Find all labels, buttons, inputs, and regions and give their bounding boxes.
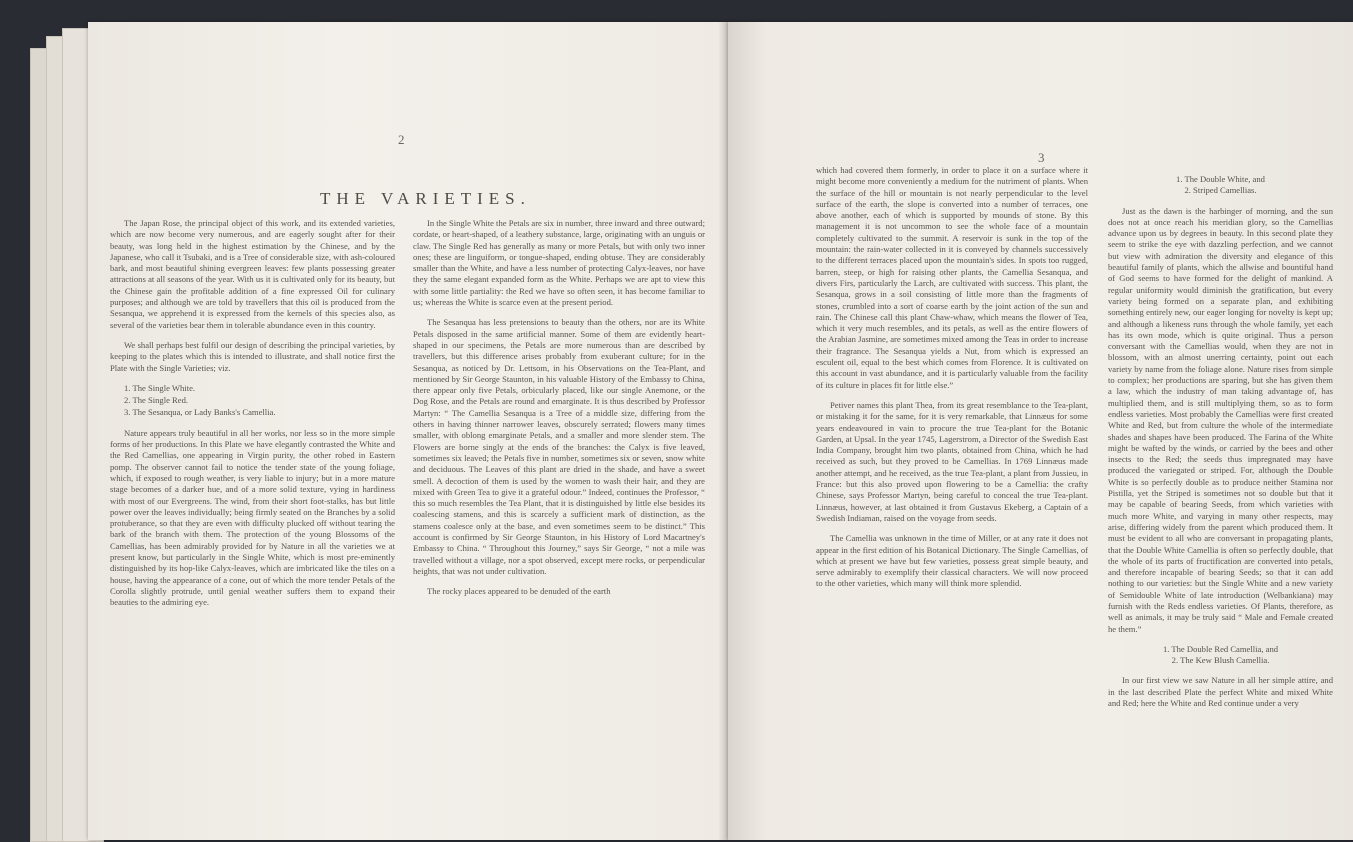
section-heading: 2. Striped Camellias. [1184, 185, 1257, 196]
text-column-2 [1108, 174, 1333, 718]
list-item: 1. The Single White. [124, 382, 196, 393]
paragraph: Nature appears truly beautiful in all her works, nor less so in the more simple forms of her productions. In this Plate we have elegantly contrasted the White and the Red Camellias, one appearing in Virgin purity, the other robed in Eastern pomp. The observer cannot fail to notice the tender state of the young foliage, which, if exposed to rough weather, is very liable to injury; but in a more mature stage becomes of a darker hue, and of a more solid texture, vying in hardiness with most of our Evergreens. The wind, from their short foot-stalks, has but little power over the leaves individually; being firmly seated on the Branches by a solid protuberance, so that they are even with difficulty plucked off without tearing the bark of the branch with them. The protection of the young Blossoms of the Camellias, has been admirably provided for by Nature in all the varieties we at present know, but particularly in the Single White, which is most pre-eminently distinguished by its hop-like Calyx-leaves, which are imbricated like the tiles on a house, having the appearance of a cone, out of which the more tender Petals of the Corolla slightly protrude, until genial weather suffers them to expand their beauties to the admiring eye. [110, 427, 395, 608]
paragraph: Just as the dawn is the harbinger of morning, and the sun does not at once reach his meridian glory, so the Camellias advance upon us by degrees in beauty. In this second plate they seem to strike the eye with dazzling perfection, and we cannot but view with admiration the diversity and elegance of this beautiful family of plants, which the allwise and bountiful hand of God seems to have formed for the delight of mankind. A regular uniformity would diminish the gratification, but every variety being formed on a separate plan, and exhibiting something entirely new, our eager longing for novelty is kept up; and although a likeness runs through the whole family, yet each has its own mode, which is quite original. Thus a person conversant with the Camellias would, when they are not in blossom, with an almost unerring certainty, point out each variety by name from the foliage alone. Nature rises from simple to complex; her productions are sparing, but she has given them a law, which the industry of man taking advantage of, has multiplied them, and is still multiplying them, so as to form endless varieties. Most probably the Camellias were first created White and Red, but from culture the whole of the intermediate shades and shapes have been produced. The Farina of the White might be wafted by the winds, or carried by the bees and other insects to the Red; the seeds thus impregnated may have produced the variegated or striped. For, although the Double White is so perfectly double as to produce neither Stamina nor Pistilla, yet the Striped is sometimes not so double but that it may be capable of bearing Seeds, from which varieties with much more White, and varying in many other respects, may arise, differing widely from the parent which produced them. It must be evident to all who are conversant in propagating plants, that the Double White Camellia is often so perfectly double, that the whole of its parts of fructification are converted into petals, and therefore incapable of bearing Seeds; so that it can add nothing to our varieties: but the Single White and a new variety of Semidouble White of late introduction (Welbankiana) may furnish with the Reds endless varieties. Of Plants, therefore, as well as animals, it may be truly said “ Male and Female created he them.” [1108, 205, 1333, 634]
paragraph: which had covered them formerly, in order to place it on a surface where it might become more conveniently a medium for the nutriment of plants. When the surface of the hill or mountain is not nearly perpendicular to the level surface of the earth, the slope is converted into a number of terraces, one above another, each of which is supported by mounds of stone. By this management it is not uncommon to see the whole face of a mountain completely cultivated to the summit. A reservoir is sunk in the top of the mountain: the rain-water collected in it is conveyed by channels successively to the different terraces placed upon the mountain's sides. In spots too rugged, barren, steep, or high for raising other plants, the Camellia Sesanqua, and divers Firs, particularly the Larch, are cultivated with success. This plant, the Sesanqua, grows in a soil consisting of little more than the fragments of stones, crumbled into a sort of coarse earth by the joint action of the sun and rain. The Chinese call this plant Chaw-whaw, which means the flower of Tea, which it very much resembles, and its petals, as well as the entire flowers of the Arabian Jasmine, are sometimes mixed among the Teas in order to increase their fragrance. The Sesanqua yields a Nut, from which is expressed an esculent oil, equal to the best which comes from Florence. It is cultivated on this account in vast abundance, and it is particularly valuable from the facility of its culture in places fit for little else.” [816, 165, 1088, 390]
right-page [728, 22, 1353, 840]
section-heading: 2. The Kew Blush Camellia. [1171, 655, 1270, 666]
paragraph: The Japan Rose, the principal object of this work, and its extended varieties, which are now become very numerous, and are eagerly sought after for their beauty, was long held in the highest estimation by the Chinese, and by the Japanese, who call it Tsubaki, and is a Tree of considerable size, with ash-coloured bark, and most beautiful shining evergreen leaves: few plants possessing greater attractions at all seasons of the year. With us it is cultivated only for its beauty, but the Chinese gain the profitable addition of a fine expressed Oil for culinary purposes; and although we are told by travellers that this oil is produced from the Sesanqua, we apprehend it is expressed from the kernels of this species also, as several of the varieties bear them in tolerable abundance even in this country. [110, 218, 395, 330]
paragraph: In the Single White the Petals are six in number, three inward and three outward; cordate, or heart-shaped, of a leathery substance, large, originating with an unguis or claw. The Single Red has generally as many or more Petals, but with only two inner ones; these are linguiform, or tongue-shaped, ending obtuse. They are considerably smaller than the White, and have a less number of protecting Calyx-leaves, nor have they the same elegant expanded form as the White. Perhaps we are apt to view this with some little partiality: the Red we have so often seen, it has become familiar to us; whereas the White is scarce even at the present period. [413, 218, 705, 308]
page-title: THE VARIETIES. [320, 189, 531, 208]
section-heading: 1. The Double White, and [1176, 174, 1265, 184]
paragraph: Petiver names this plant Thea, from its great resemblance to the Tea-plant, or mistaking it for the same, for it is very remarkable, that Linnæus for some years endeavoured in vain to procure the true Tea-plant for the Botanic Garden, at Upsal. In the year 1745, Lagerstrom, a Director of the Swedish East India Company, brought him two plants, obtained from China, which he had received as such, but they proved to be Camellias. In 1769 Linnæus made another attempt, and he received, as the true Tea-plant, a plant from Jussieu, in France: but this also proved upon flowering to be a Camellia: the crafty Chinese, says Professor Martyn, being careful to conceal the true Tea-plant. Linnæus, however, at last obtained it from Gustavus Ekeberg, a Captain of a Swedish Indiaman, raised on the voyage from seeds. [816, 399, 1088, 523]
paragraph: The rocky places appeared to be denuded of the earth [427, 586, 611, 597]
paragraph: The Sesanqua has less pretensions to beauty than the others, nor are its White Petals disposed in the same artificial manner. Some of them are evidently heart-shaped in our specimens, the Petals are more numerous than are described by travellers, but this difference arises probably from exuberant culture; for in the Sesanqua, as noticed by Dr. Lettsom, in his Observations on the Tea-Plant, and mentioned by Sir George Staunton, in his valuable History of the Embassy to China, there appear only five Petals, orbicularly placed, like our single Anemone, or the Dog Rose, and the Petals are round and emarginate. It is thus described by Professor Martyn: “ The Camellia Sesanqua is a Tree of a middle size, differing from the others in having thinner narrower leaves, obscurely serrated; flowers many times smaller, with oblong emarginate Petals, and a smaller and more slender stem. The Flowers are borne singly at the ends of the branches: the Calyx is five leaved, sometimes six leaved; the Petals five in number, sometimes six or seven, snow white and deciduous. The Leaves of this plant are dried in the shade, and have a sweet smell. A decoction of them is used by the women to wash their hair, and they are mixed with Green Tea to give it a grateful odour.” Indeed, continues the Professor, “ this so much resembles the Tea Plant, that it is distinguished by little else besides its coalescing stamens, and this is scarcely a sufficient mark of distinction, as the stamens coalesce only at the base, and even sometimes seem to be distinct.” This account is confirmed by Sir George Staunton, in his History of Lord Macartney's Embassy to China. “ Throughout this Journey,” says Sir George, “ not a mile was travelled without a village, nor a spot observed, except mere rocks, or perpendicular heights, that was not under cultivation. [413, 317, 705, 576]
paragraph: We shall perhaps best fulfil our design of describing the principal varieties, by keeping to the plates which this is intended to illustrate, and shall notice first the Plate with the Single Varieties; viz. [110, 339, 395, 373]
paragraph: In our first view we saw Nature in all her simple attire, and in the last described Plate the perfect White and mixed White and Red; here the White and Red continue under a very [1108, 675, 1333, 709]
page-number: 3 [1038, 150, 1045, 165]
text-column-1 [110, 218, 395, 618]
section-heading: 1. The Double Red Camellia, and [1162, 643, 1279, 654]
list-item: 3. The Sesanqua, or Lady Banks's Camellia. [124, 407, 276, 418]
list-item: 2. The Single Red. [124, 395, 189, 406]
paragraph: The Camellia was unknown in the time of Miller, or at any rate it does not appear in the first edition of his Botanical Dictionary. The Single Camellias, of which at present we have but few varieties, possess great simple beauty, and serve admirably to exemplify their classical characters. We will now proceed to the other varieties, which many will think more splendid. [816, 533, 1088, 589]
page-number: 2 [398, 132, 405, 147]
text-column-1 [816, 165, 1088, 599]
left-page [88, 22, 728, 840]
text-column-2 [413, 218, 705, 607]
